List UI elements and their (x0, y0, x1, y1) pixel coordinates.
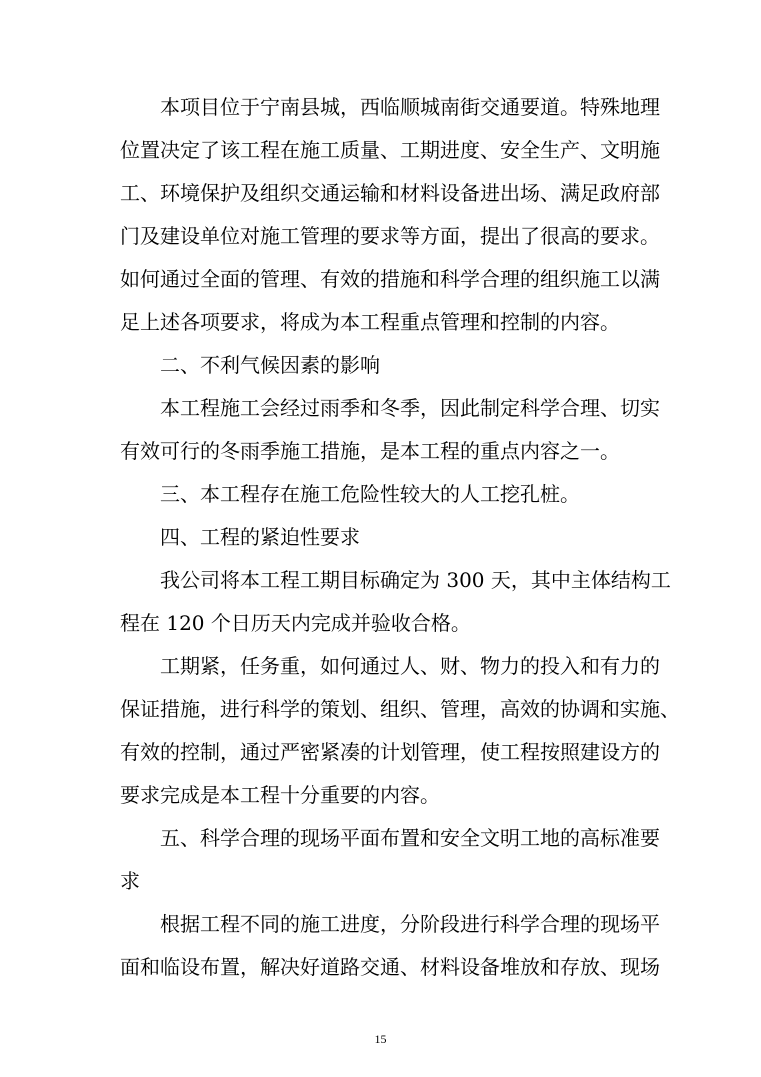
text-line (0, 395, 761, 421)
text-line (0, 137, 761, 163)
text-line-content: 工、环境保护及组织交通运输和材料设备进出场、满足政府部 (120, 181, 660, 205)
text-line (0, 911, 761, 937)
section-heading-text: 二、不利气候因素的影响 (160, 353, 380, 377)
text-line-content: 面和临设布置，解决好道路交通、材料设备堆放和存放、现场 (120, 955, 660, 979)
text-line (0, 266, 761, 292)
section-heading-text: 五、科学合理的现场平面布置和安全文明工地的高标准要 (160, 826, 660, 850)
text-line (0, 739, 761, 765)
text-line (0, 223, 761, 249)
section-heading-text: 求 (120, 869, 140, 893)
text-line-content: 保证措施，进行科学的策划、组织、管理，高效的协调和实施、 (120, 697, 680, 721)
section-heading (0, 825, 761, 851)
text-line (0, 94, 761, 120)
section-heading (0, 481, 761, 507)
text-line-content: 足上述各项要求，将成为本工程重点管理和控制的内容。 (120, 310, 620, 334)
section-heading (0, 524, 761, 550)
section-heading-text: 四、工程的紧迫性要求 (160, 525, 360, 549)
text-line-content: 有效可行的冬雨季施工措施，是本工程的重点内容之一。 (120, 439, 620, 463)
text-line-content: 我公司将本工程工期目标确定为 300 天，其中主体结构工 (160, 568, 671, 592)
text-line (0, 610, 761, 636)
text-line-content: 程在 120 个日历天内完成并验收合格。 (120, 611, 471, 635)
text-line-content: 工期紧，任务重，如何通过人、财、物力的投入和有力的 (160, 654, 660, 678)
text-line-content: 位置决定了该工程在施工质量、工期进度、安全生产、文明施 (120, 138, 660, 162)
text-line (0, 567, 761, 593)
text-line (0, 653, 761, 679)
text-line (0, 309, 761, 335)
text-line-content: 如何通过全面的管理、有效的措施和科学合理的组织施工以满 (120, 267, 660, 291)
text-line-content: 本项目位于宁南县城，西临顺城南街交通要道。特殊地理 (160, 95, 660, 119)
text-line-content: 门及建设单位对施工管理的要求等方面，提出了很高的要求。 (120, 224, 660, 248)
section-heading-text: 三、本工程存在施工危险性较大的人工挖孔桩。 (160, 482, 580, 506)
page-number: 15 (374, 1032, 387, 1046)
text-line-content: 要求完成是本工程十分重要的内容。 (120, 783, 440, 807)
text-line-content: 本工程施工会经过雨季和冬季，因此制定科学合理、切实 (160, 396, 660, 420)
text-line-content: 有效的控制，通过严密紧凑的计划管理，使工程按照建设方的 (120, 740, 660, 764)
text-line-content: 根据工程不同的施工进度，分阶段进行科学合理的现场平 (160, 912, 660, 936)
text-line (0, 954, 761, 980)
section-heading (0, 868, 761, 894)
text-line (0, 696, 761, 722)
text-line (0, 438, 761, 464)
section-heading (0, 352, 761, 378)
text-line (0, 782, 761, 808)
text-line (0, 180, 761, 206)
